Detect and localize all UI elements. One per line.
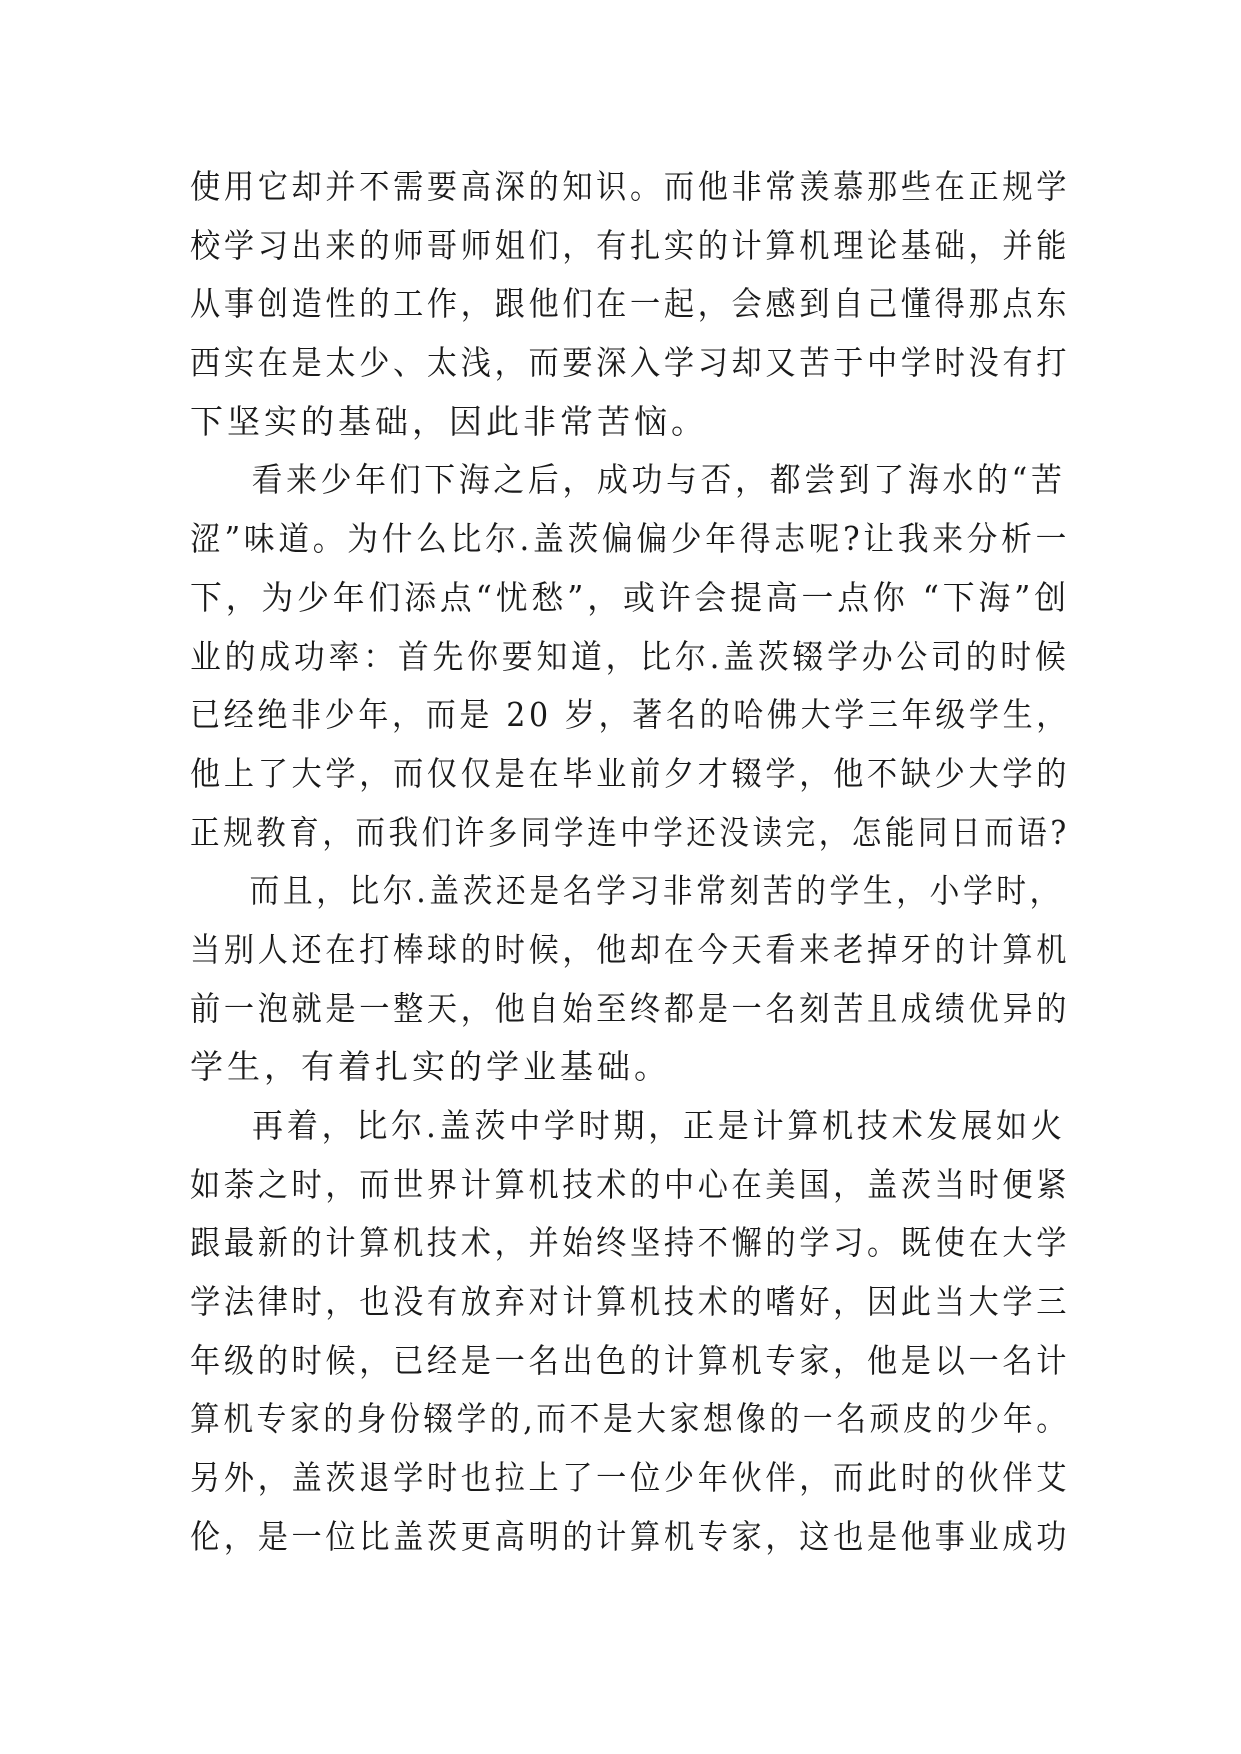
text-line: 学生，有着扎实的学业基础。 (190, 1047, 671, 1087)
text-line: 西实在是太少、太浅，而要深入学习却又苦于中学时没有打 (190, 343, 1071, 383)
text-line: 使用它却并不需要高深的知识。而他非常羡慕那些在正规学 (190, 167, 1071, 206)
text-line: 从事创造性的工作，跟他们在一起，会感到自己懂得那点东 (190, 284, 1071, 324)
text-line: 伦，是一位比盖茨更高明的计算机专家，这也是他事业成功 (190, 1516, 1071, 1556)
text-line: 年级的时候，已经是一名出色的计算机专家，他是以一名计 (190, 1340, 1071, 1380)
text-line: 另外，盖茨退学时也拉上了一位少年伙伴，而此时的伙伴艾 (190, 1458, 1071, 1498)
text-line: 跟最新的计算机技术，并始终坚持不懈的学习。既使在大学 (190, 1223, 1071, 1263)
text-line: 算机专家的身份辍学的,而不是大家想像的一名顽皮的少年。 (190, 1399, 1070, 1439)
text-line: 校学习出来的师哥师姐们，有扎实的计算机理论基础，并能 (190, 225, 1071, 265)
text-line: 下坚实的基础，因此非常苦恼。 (190, 401, 708, 441)
text-line: 学法律时，也没有放弃对计算机技术的嗜好，因此当大学三 (190, 1282, 1071, 1322)
text-line: 已经绝非少年，而是 20 岁，著名的哈佛大学三年级学生， (190, 695, 1070, 735)
text-line: 他上了大学，而仅仅是在毕业前夕才辍学，他不缺少大学的 (190, 753, 1071, 793)
text-line: 涩”味道。为什么比尔.盖茨偏偏少年得志呢?让我来分析一 (190, 519, 1071, 559)
text-line: 下，为少年们添点“忧愁”，或许会提高一点你 “下海”创 (190, 577, 1070, 617)
text-line: 业的成功率：首先你要知道，比尔.盖茨辍学办公司的时候 (190, 636, 1070, 676)
text-line: 正规教育，而我们许多同学连中学还没读完，怎能同日而语? (190, 812, 1070, 852)
text-line: 前一泡就是一整天，他自始至终都是一名刻苦且成绩优异的 (190, 988, 1071, 1028)
paragraph-start-line: 再着，比尔.盖茨中学时期，正是计算机技术发展如火 (252, 1106, 1066, 1145)
document-body (190, 158, 1070, 1567)
text-line: 当别人还在打棒球的时候，他却在今天看来老掉牙的计算机 (190, 929, 1071, 969)
paragraph-start-line: 而且，比尔.盖茨还是名学习非常刻苦的学生，小学时， (249, 871, 1064, 911)
text-line: 如荼之时，而世界计算机技术的中心在美国，盖茨当时便紧 (190, 1164, 1071, 1204)
paragraph-start-line: 看来少年们下海之后，成功与否，都尝到了海水的“苦 (251, 460, 1066, 500)
